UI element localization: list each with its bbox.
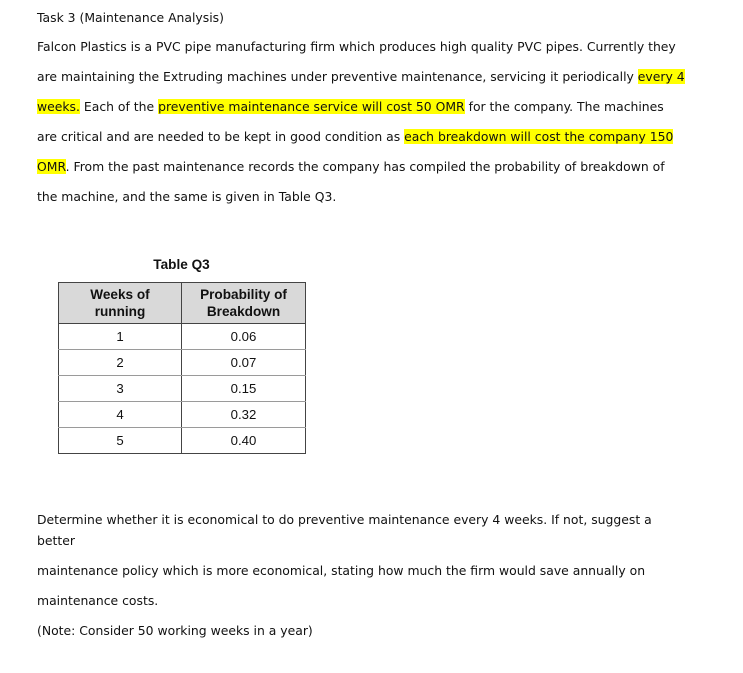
weeks-cell: 2 <box>59 350 182 376</box>
highlighted-text: weeks. <box>37 99 80 114</box>
paragraph-text: the machine, and the same is given in Table Q3. <box>37 189 337 204</box>
question-line-4: maintenance costs. <box>37 593 159 608</box>
paragraph-line-3 <box>37 98 727 128</box>
probability-cell: 0.40 <box>182 428 306 454</box>
header-weeks-of-running <box>59 283 182 324</box>
paragraph-line-5 <box>37 158 727 188</box>
probability-cell: 0.07 <box>182 350 306 376</box>
weeks-cell: 1 <box>59 324 182 350</box>
table-row <box>59 428 306 454</box>
question-line-3: maintenance policy which is more economical, stating how much the firm would save annually on <box>37 563 646 578</box>
table-header-row <box>59 283 306 324</box>
paragraph-line-6 <box>37 188 727 218</box>
weeks-cell: 3 <box>59 376 182 402</box>
weeks-cell: 4 <box>59 402 182 428</box>
probability-cell: 0.06 <box>182 324 306 350</box>
paragraph-text: Falcon Plastics is a PVC pipe manufacturing firm which produces high quality PVC pipes. Currently they <box>37 39 676 54</box>
header-line: Probability of <box>200 287 287 302</box>
probability-cell: 0.32 <box>182 402 306 428</box>
header-line: Weeks of <box>90 287 150 302</box>
paragraph-text: for the company. The machines <box>464 99 664 114</box>
table-row <box>59 402 306 428</box>
highlighted-text: each breakdown will cost the company 150 <box>404 129 674 144</box>
header-line: Breakdown <box>206 304 281 319</box>
paragraph-text: are critical and are needed to be kept in good condition as <box>37 129 405 144</box>
probability-cell: 0.15 <box>182 376 306 402</box>
table-row <box>59 324 306 350</box>
table-caption: Table Q3 <box>153 257 210 272</box>
problem-paragraph <box>37 38 727 218</box>
weeks-cell: 5 <box>59 428 182 454</box>
header-line: running <box>94 304 146 319</box>
paragraph-text: . From the past maintenance records the company has compiled the probability of breakdown of <box>65 159 665 174</box>
paragraph-text: Each of the <box>79 99 159 114</box>
header-probability-of-breakdown <box>182 283 306 324</box>
table-row <box>59 376 306 402</box>
paragraph-text: are maintaining the Extruding machines under preventive maintenance, servicing it periodically <box>37 69 638 84</box>
paragraph-line-4 <box>37 128 727 158</box>
highlighted-text: every 4 <box>637 69 685 84</box>
table-row <box>59 350 306 376</box>
question-line-1: Determine whether it is economical to do preventive maintenance every 4 weeks. If not, suggest a <box>37 512 652 527</box>
highlighted-text: OMR <box>37 159 66 174</box>
paragraph-line-2 <box>37 68 727 98</box>
question-note: (Note: Consider 50 working weeks in a year) <box>37 623 313 638</box>
question-line-2: better <box>37 533 75 548</box>
task-title: Task 3 (Maintenance Analysis) <box>37 10 224 25</box>
breakdown-probability-table <box>58 282 306 454</box>
highlighted-text: preventive maintenance service will cost 50 OMR <box>158 99 465 114</box>
paragraph-line-1 <box>37 38 727 68</box>
